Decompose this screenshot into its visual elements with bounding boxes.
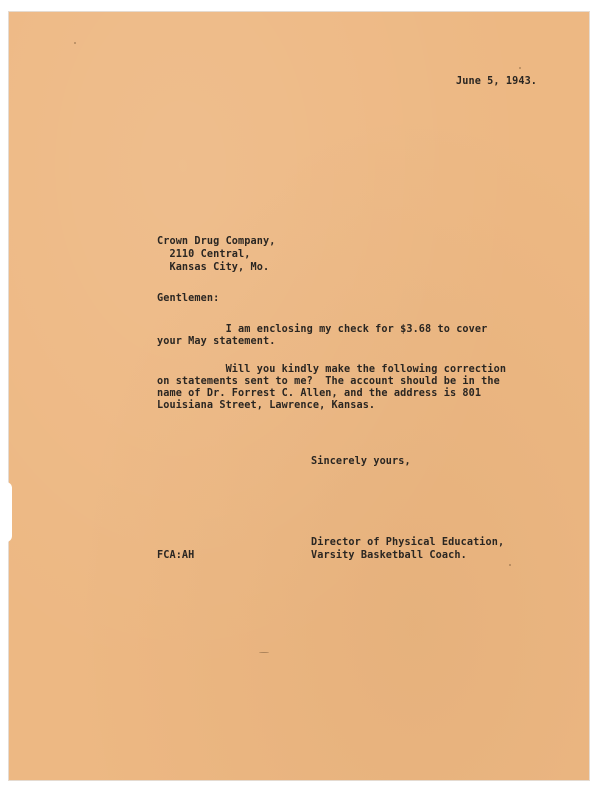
recipient-city: Kansas City, Mo.: [157, 262, 270, 273]
paper-speck: [509, 564, 511, 566]
body-line: Will you kindly make the following correction: [157, 364, 507, 375]
typist-initials: FCA:AH: [157, 550, 195, 561]
paper-speck: [259, 652, 269, 653]
body-line: Louisiana Street, Lawrence, Kansas.: [157, 400, 376, 411]
body-line: your May statement.: [157, 336, 276, 347]
paper-edge-tear: [6, 482, 12, 542]
body-line: name of Dr. Forrest C. Allen, and the address is 801: [157, 388, 482, 399]
body-line: on statements sent to me? The account should be in the: [157, 376, 500, 387]
paper-speck: [519, 67, 521, 69]
signature-title: Varsity Basketball Coach.: [311, 550, 467, 561]
paper-speck: [242, 404, 244, 406]
recipient-name: Crown Drug Company,: [157, 236, 276, 247]
paper-speck: [74, 42, 76, 44]
body-line: I am enclosing my check for $3.68 to cover: [157, 324, 488, 335]
signature-title: Director of Physical Education,: [311, 537, 505, 548]
recipient-street: 2110 Central,: [157, 249, 251, 260]
salutation: Gentlemen:: [157, 293, 220, 304]
closing: Sincerely yours,: [311, 456, 411, 467]
letter-date: June 5, 1943.: [456, 76, 538, 87]
letter-page: [9, 12, 589, 780]
